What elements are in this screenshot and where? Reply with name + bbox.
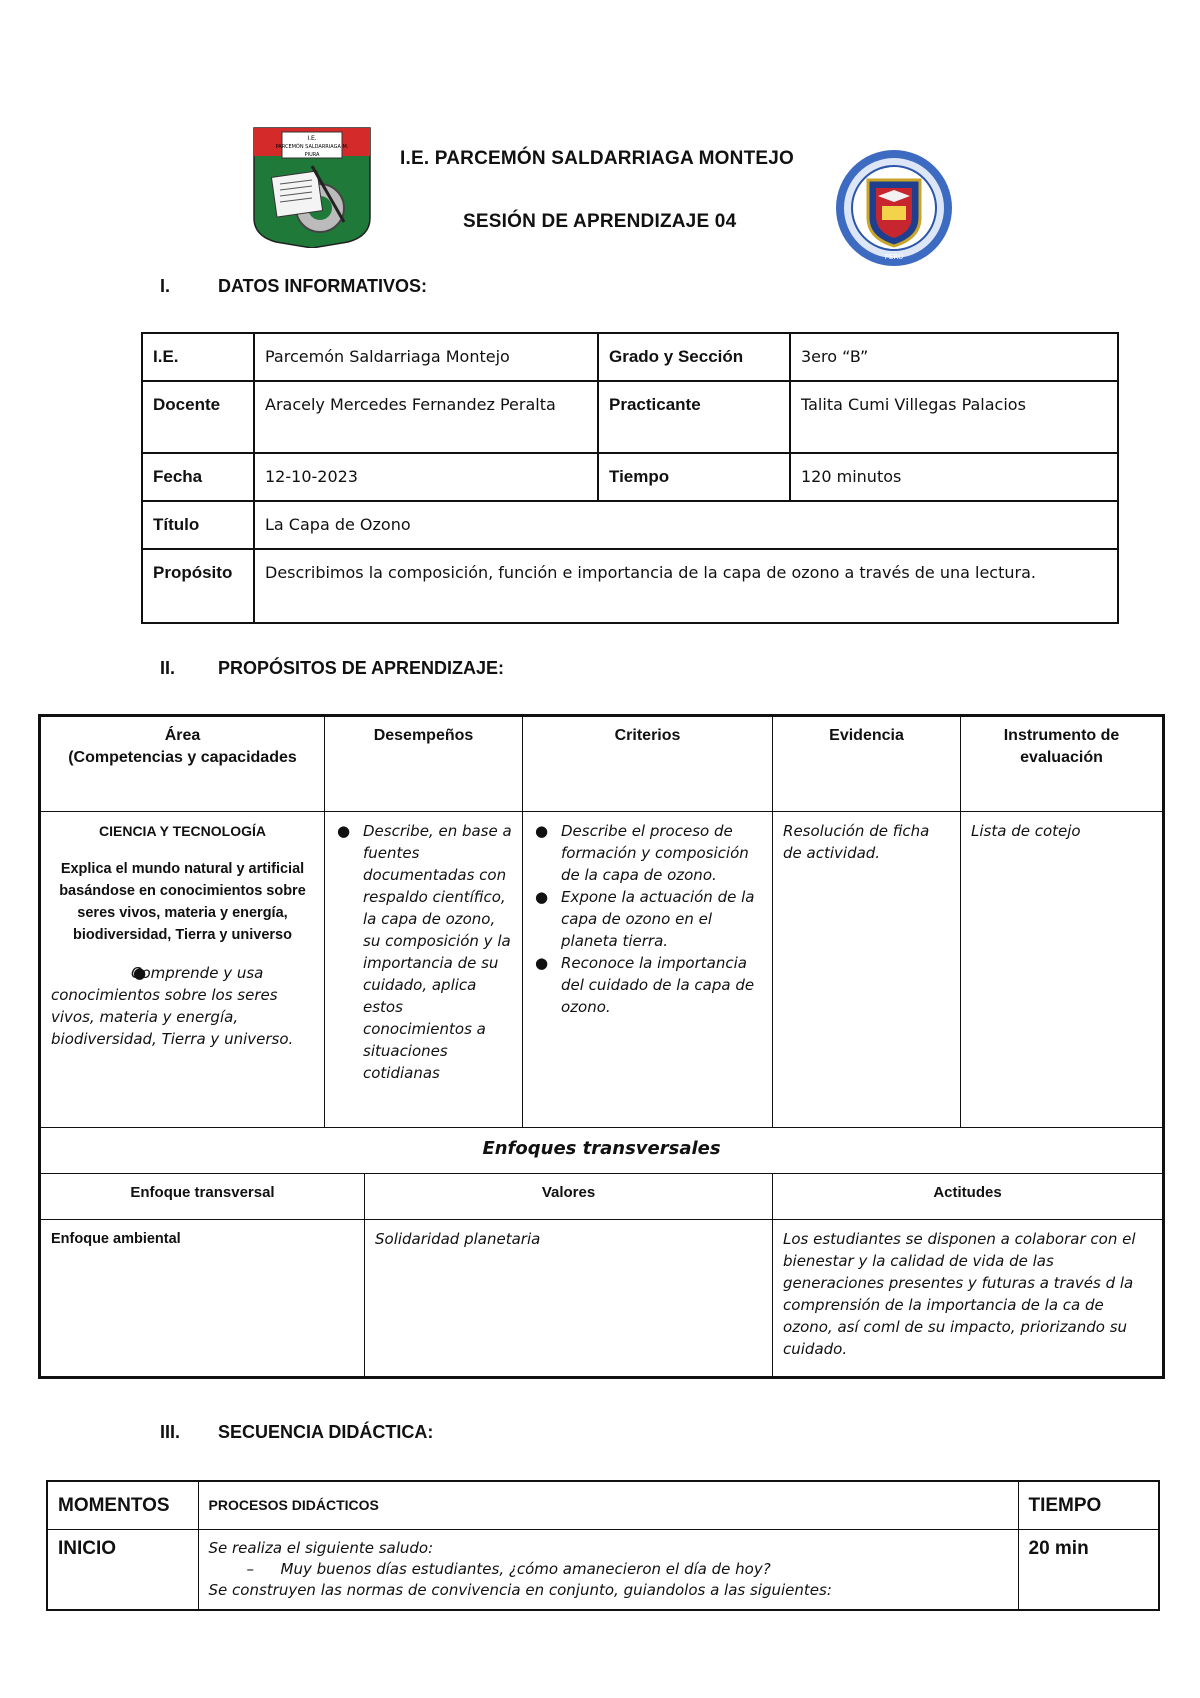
criterio-item: ● Expone la actuación de la capa de ozono en el planeta tierra.	[533, 886, 762, 952]
fecha-value: 12-10-2023	[254, 453, 598, 501]
university-seal	[834, 146, 954, 270]
titulo-label: Título	[142, 501, 254, 549]
section-1-title: DATOS INFORMATIVOS:	[218, 276, 427, 296]
ie-label: I.E.	[142, 333, 254, 381]
header-desempenos: Desempeños	[325, 716, 523, 812]
fecha-label: Fecha	[142, 453, 254, 501]
header-tiempo: TIEMPO	[1018, 1481, 1159, 1529]
header-criterios: Criterios	[523, 716, 773, 812]
purposes-table	[38, 714, 1165, 1379]
header-procesos: PROCESOS DIDÁCTICOS	[198, 1481, 1018, 1529]
header-valores: Valores	[365, 1174, 773, 1220]
practicante-label: Practicante	[598, 381, 790, 453]
logo-text-name: PARCEMÓN SALDARRIAGA M.	[275, 144, 349, 150]
section-1-number: I.	[160, 276, 171, 296]
criterios-cell	[523, 812, 773, 1128]
dash-marker: –	[246, 1559, 254, 1578]
enfoques-title: Enfoques transversales	[40, 1128, 1164, 1174]
criterio-item: ● Reconoce la importancia del cuidado de la capa de ozono.	[533, 952, 762, 1018]
seal-country: PERÚ	[884, 253, 904, 261]
school-logo	[252, 126, 372, 248]
area-title: CIENCIA Y TECNOLOGÍA	[99, 823, 266, 839]
grado-value: 3ero “B”	[790, 333, 1118, 381]
header-instrumento: Instrumento de evaluación	[961, 716, 1164, 812]
proceso-dash-line	[209, 1559, 1008, 1580]
titulo-value: La Capa de Ozono	[254, 501, 1118, 549]
logo-text-ie: I.E.	[307, 135, 317, 142]
docente-label: Docente	[142, 381, 254, 453]
header-momentos: MOMENTOS	[47, 1481, 198, 1529]
logo-text-city: PIURA	[304, 152, 320, 158]
proposito-label: Propósito	[142, 549, 254, 623]
desempeno-item: ● Describe, en base a fuentes documentadas con respaldo científico, la capa de ozono, su composición y la importancia de su cuidado, aplica estos conocimientos a situaciones cotidianas	[335, 820, 512, 1084]
criterio-item: ● Describe el proceso de formación y composición de la capa de ozono.	[533, 820, 762, 886]
session-title: SESIÓN DE APRENDIZAJE 04	[463, 211, 737, 232]
momento-inicio: INICIO	[47, 1529, 198, 1610]
sequence-table	[46, 1480, 1160, 1611]
valor-value: Solidaridad planetaria	[365, 1220, 773, 1378]
info-table	[141, 332, 1119, 624]
proposito-value: Describimos la composición, función e importancia de la capa de ozono a través de una lectura.	[254, 549, 1118, 623]
header-area: Área (Competencias y capacidades	[40, 716, 325, 812]
instrumento-value: Lista de cotejo	[961, 812, 1164, 1128]
tiempo-label: Tiempo	[598, 453, 790, 501]
docente-value: Aracely Mercedes Fernandez Peralta	[254, 381, 598, 453]
proceso-line: Muy buenos días estudiantes, ¿cómo amanecieron el día de hoy?	[280, 1559, 771, 1578]
area-cell	[40, 812, 325, 1128]
section-3-title: SECUENCIA DIDÁCTICA:	[218, 1422, 434, 1442]
tiempo-value: 120 minutos	[790, 453, 1118, 501]
header-enfoque: Enfoque transversal	[40, 1174, 365, 1220]
tiempo-inicio: 20 min	[1018, 1529, 1159, 1610]
section-3-number: III.	[160, 1422, 181, 1442]
capacidad-item: ● Comprende y usa conocimientos sobre los seres vivos, materia y energía, biodiversidad, Tierra y universo.	[51, 962, 314, 1050]
header-evidencia: Evidencia	[773, 716, 961, 812]
competencia: Explica el mundo natural y artificial basándose en conocimientos sobre seres vivos, materia y energía, biodiversidad, Tierra y universo	[59, 861, 306, 943]
section-1-heading	[160, 276, 427, 297]
proceso-line: Se realiza el siguiente saludo:	[208, 1538, 434, 1557]
section-2-heading	[160, 658, 504, 679]
evidencia-value: Resolución de ficha de actividad.	[773, 812, 961, 1128]
procesos-cell	[198, 1529, 1018, 1610]
section-2-number: II.	[160, 658, 176, 678]
grado-label: Grado y Sección	[598, 333, 790, 381]
school-title: I.E. PARCEMÓN SALDARRIAGA MONTEJO	[400, 148, 795, 169]
section-3-heading	[160, 1422, 433, 1443]
enfoque-value: Enfoque ambiental	[40, 1220, 365, 1378]
proceso-line: Se construyen las normas de convivencia en conjunto, guiandolos a las siguientes:	[208, 1580, 832, 1599]
actitud-value: Los estudiantes se disponen a colaborar con el bienestar y la calidad de vida de las generaciones presentes y futuras a través d la comprensión de la importancia de la ca de ozono, así coml de su impacto, priorizando su cuidado.	[773, 1220, 1164, 1378]
practicante-value: Talita Cumi Villegas Palacios	[790, 381, 1118, 453]
header-actitudes: Actitudes	[773, 1174, 1164, 1220]
ie-value: Parcemón Saldarriaga Montejo	[254, 333, 598, 381]
section-2-title: PROPÓSITOS DE APRENDIZAJE:	[218, 658, 505, 678]
desempeno-cell	[325, 812, 523, 1128]
